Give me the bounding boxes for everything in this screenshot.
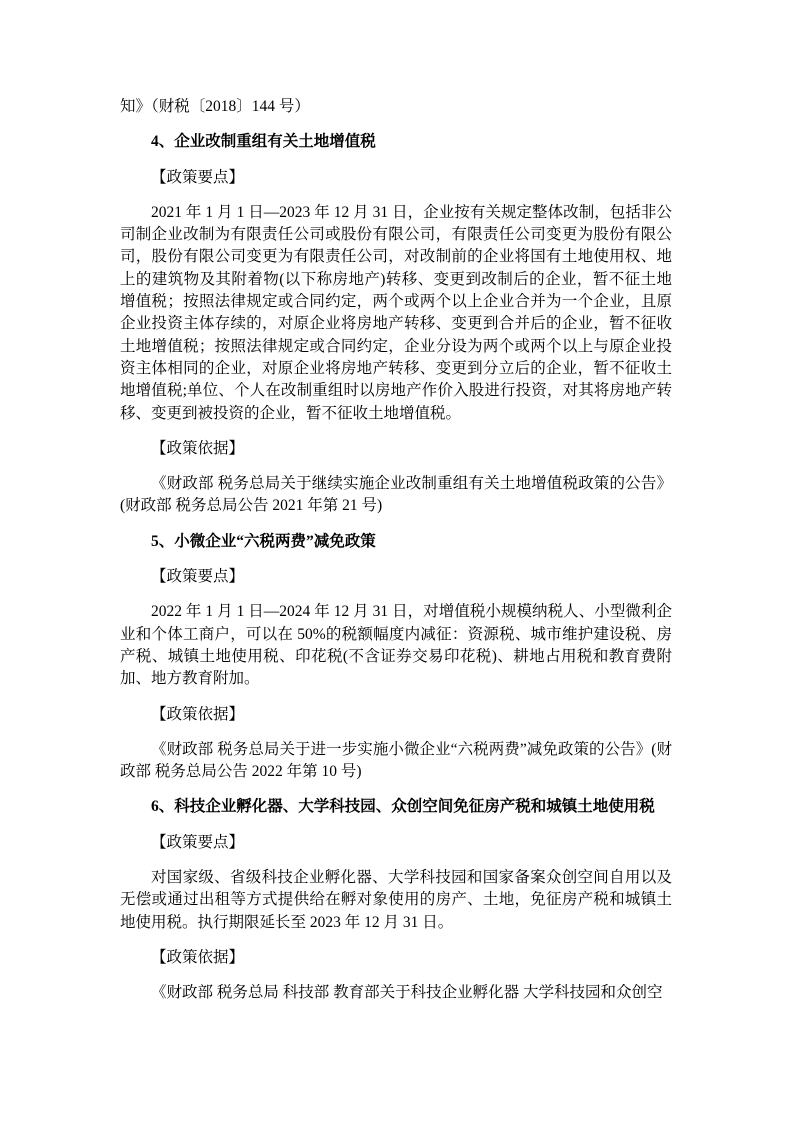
policy-points-text: 对国家级、省级科技企业孵化器、大学科技园和国家备案众创空间自用以及无偿或通过出租等方式提供给在孵对象使用的房产、土地，免征房产税和城镇土地使用税。执行期限延长至 2023 年 12 月 31 日。 xyxy=(120,869,672,931)
section-heading: 4、企业改制重组有关土地增值税 xyxy=(151,133,376,151)
policy-basis-text: 《财政部 税务总局关于进一步实施小微企业“六税两费”减免政策的公告》(财政部 税务总局公告 2022 年第 10 号) xyxy=(120,740,672,781)
policy-section-5 xyxy=(120,531,672,784)
policy-section-6 xyxy=(120,796,672,1004)
continuation-line: 知》（财税〔2018〕144 号） xyxy=(120,98,310,115)
policy-points-label: 【政策要点】 xyxy=(151,568,245,586)
policy-points-label: 【政策要点】 xyxy=(151,833,245,851)
policy-basis-label: 【政策依据】 xyxy=(151,948,245,966)
policy-basis-text: 《财政部 税务总局 科技部 教育部关于科技企业孵化器 大学科技园和众创空 xyxy=(151,984,663,1002)
policy-points-text: 2021 年 1 月 1 日—2023 年 12 月 31 日，企业按有关规定整体改制，包括非公司制企业改制为有限责任公司或股份有限公司，有限责任公司变更为股份有限公司，股份有限公司变更为有限责任公司，对改制前的企业将国有土地使用权、地上的建筑物及其附着物(以下称房地产)转移、变更到改制后的企业，暂不征土地增值税；按照法律规定或合同约定，两个或两个以上企业合并为一个企业，且原企业投资主体存续的，对原企业将房地产转移、变更到合并后的企业，暂不征收土地增值税；按照法律规定或合同约定，企业分设为两个或两个以上与原企业投资主体相同的企业，对原企业将房地产转移、变更到分立后的企业，暂不征收土地增值税;单位、个人在改制重组时以房地产作价入股进行投资，对其将房地产转移、变更到被投资的企业，暂不征收土地增值税。 xyxy=(120,203,672,422)
policy-section-4 xyxy=(120,131,672,517)
policy-basis-label: 【政策依据】 xyxy=(151,439,245,457)
policy-basis-label: 【政策依据】 xyxy=(151,705,245,723)
policy-points-label: 【政策要点】 xyxy=(151,168,245,186)
section-heading: 5、小微企业“六税两费”减免政策 xyxy=(151,532,376,550)
policy-points-text: 2022 年 1 月 1 日—2024 年 12 月 31 日，对增值税小规模纳税人、小型微利企业和个体工商户，可以在 50%的税额幅度内减征：资源税、城市维护建设税、房产税、城镇土地使用税、印花税(不含证券交易印花税)、耕地占用税和教育费附加、地方教育附加。 xyxy=(120,603,672,688)
policy-basis-text: 《财政部 税务总局关于继续实施企业改制重组有关土地增值税政策的公告》(财政部 税务总局公告 2021 年第 21 号) xyxy=(120,475,672,515)
section-heading: 6、科技企业孵化器、大学科技园、众创空间免征房产税和城镇土地使用税 xyxy=(151,798,655,816)
